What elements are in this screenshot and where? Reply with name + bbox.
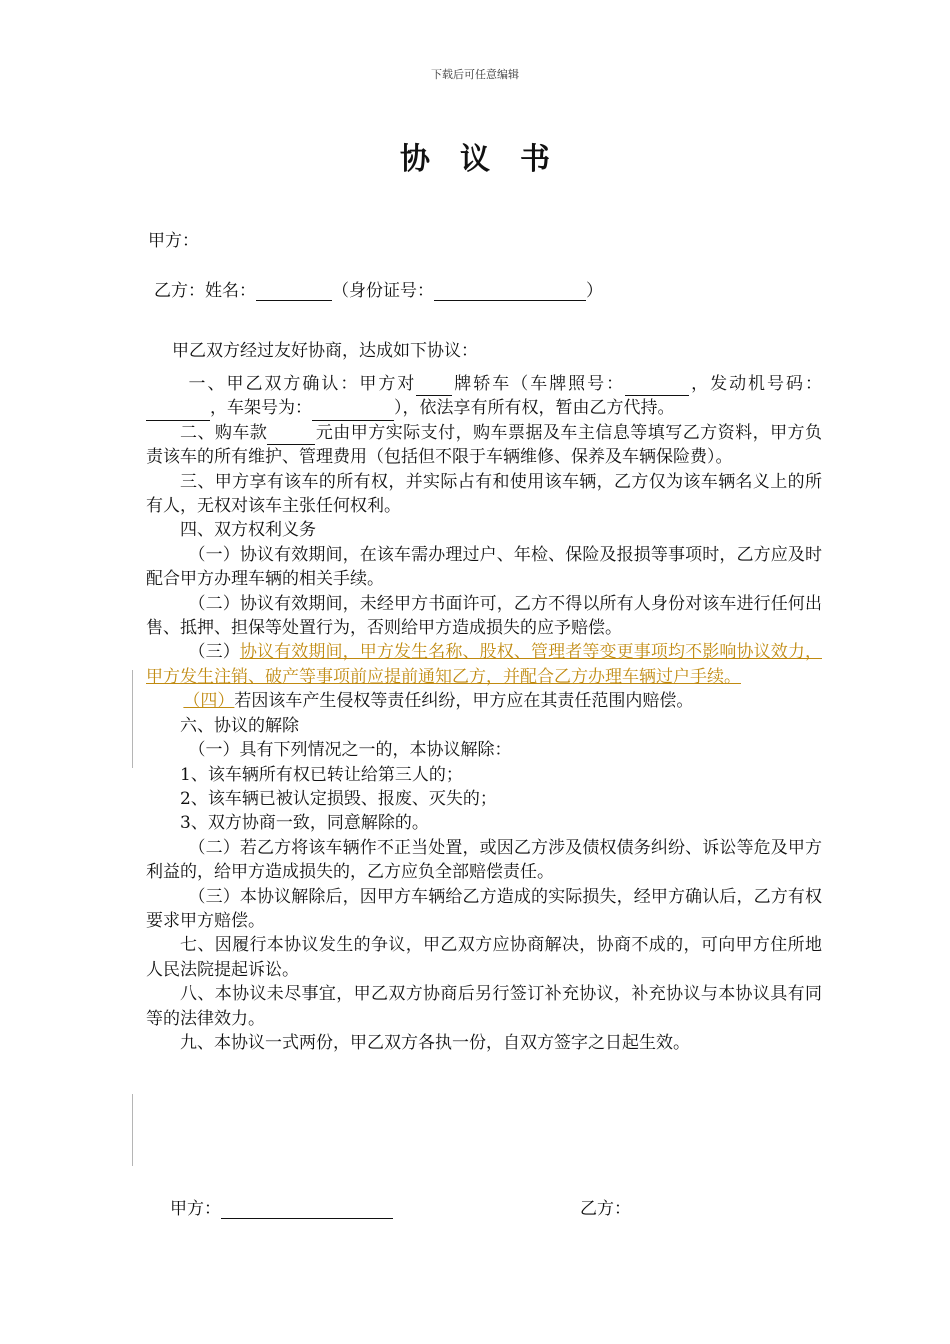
- car-brand-blank: [416, 377, 452, 396]
- signature-party-b: [580, 1194, 631, 1219]
- agreement-body: [146, 372, 822, 1055]
- signature-party-a-blank: [221, 1200, 393, 1219]
- clause-2: [146, 421, 822, 470]
- party-b-id-blank: [434, 282, 586, 301]
- party-a-line: [148, 226, 199, 251]
- tracked-insertion: 协议有效期间，甲方发生名称、股权、管理者等变更事项均不影响协议效力，甲方发生注销、破产等事项前应提前通知乙方，并配合乙方办理车辆过户手续。: [146, 642, 822, 687]
- signature-party-a-label: 甲方：: [170, 1199, 221, 1219]
- party-a-label: 甲方：: [148, 231, 199, 251]
- clause-6-3: （三）本协议解除后，因甲方车辆给乙方造成的实际损失，经甲方确认后，乙方有权要求甲方赔偿。: [146, 886, 822, 931]
- party-b-line: [154, 276, 603, 301]
- party-b-id-close: ）: [586, 281, 603, 301]
- clause-6-title: 六、协议的解除: [180, 715, 299, 736]
- clause-1-text: ），依法享有所有权，暂由乙方代持。: [394, 398, 675, 419]
- document-title: 协议书: [400, 142, 580, 177]
- header-note: 下载后可任意编辑: [431, 68, 519, 81]
- change-bar: [132, 1094, 133, 1166]
- clause-4-4-text: 若因该车产生侵权等责任纠纷，甲方应在其责任范围内赔偿。: [234, 691, 694, 712]
- clause-1-text: ，发动机号码：: [689, 374, 823, 394]
- signature-party-b-label: 乙方：: [580, 1199, 631, 1219]
- list-item: 3、双方协商一致，同意解除的。: [180, 813, 429, 834]
- tracked-insertion: （四）: [183, 691, 235, 712]
- clause-6-1: （一）具有下列情况之一的，本协议解除：: [188, 740, 512, 761]
- party-b-label: 乙方：姓名：: [154, 281, 256, 301]
- clause-1-text: ，车架号为：: [210, 398, 312, 419]
- party-b-name-blank: [256, 282, 332, 301]
- clause-1: [146, 372, 822, 421]
- clause-1-text: 牌轿车（车牌照号：: [452, 374, 626, 394]
- party-b-id-open: （身份证号：: [332, 281, 434, 301]
- clause-3: 三、甲方享有该车的所有权，并实际占有和使用该车辆，乙方仅为该车辆名义上的所有人，无权对该车主张任何权利。: [146, 471, 822, 517]
- list-item: 1、该车辆所有权已转让给第三人的；: [180, 764, 463, 785]
- frame-number-blank: [312, 402, 394, 421]
- clause-4-2: （二）协议有效期间，未经甲方书面许可，乙方不得以所有人身份对该车进行任何出售、抵押、担保等处置行为，否则给甲方造成损失的应予赔偿。: [146, 593, 822, 639]
- intro-paragraph: 甲乙双方经过友好协商，达成如下协议：: [172, 341, 478, 361]
- clause-7: 七、因履行本协议发生的争议，甲乙双方应协商解决，协商不成的，可向甲方住所地人民法院提起诉讼。: [146, 935, 822, 980]
- clause-4-1: （一）协议有效期间，在该车需办理过户、年检、保险及报损等事项时，乙方应及时配合甲方办理车辆的相关手续。: [146, 544, 822, 590]
- payment-amount-blank: [267, 426, 315, 445]
- clause-4-title: 四、双方权利义务: [180, 520, 316, 541]
- clause-4-3-prefix: （三）: [188, 642, 240, 663]
- change-bar: [132, 670, 133, 768]
- clause-2-text: 二、购车款: [180, 422, 268, 443]
- plate-number-blank: [625, 377, 689, 396]
- clause-4-3: [146, 640, 822, 689]
- signature-party-a: [170, 1194, 393, 1219]
- clause-8: 八、本协议未尽事宜，甲乙双方协商后另行签订补充协议，补充协议与本协议具有同等的法律效力。: [146, 984, 822, 1029]
- clause-9: 九、本协议一式两份，甲乙双方各执一份，自双方签字之日起生效。: [180, 1032, 690, 1053]
- clause-4-4: [146, 689, 822, 713]
- clause-6-2: （二）若乙方将该车辆作不正当处置，或因乙方涉及债权债务纠纷、诉讼等危及甲方利益的，给甲方造成损失的，乙方应负全部赔偿责任。: [146, 837, 822, 883]
- engine-number-blank: [146, 402, 210, 421]
- clause-1-text: 一、甲乙双方确认：甲方对: [188, 374, 417, 394]
- clause-2-text: 元由甲方实际支付，购车票据及车主信息等填写乙方资料，甲方负责该车的所有维护、管理费用（包括但不限于车辆维修、保养及车辆保险费）。: [146, 422, 823, 468]
- list-item: 2、该车辆已被认定损毁、报废、灭失的；: [180, 788, 497, 809]
